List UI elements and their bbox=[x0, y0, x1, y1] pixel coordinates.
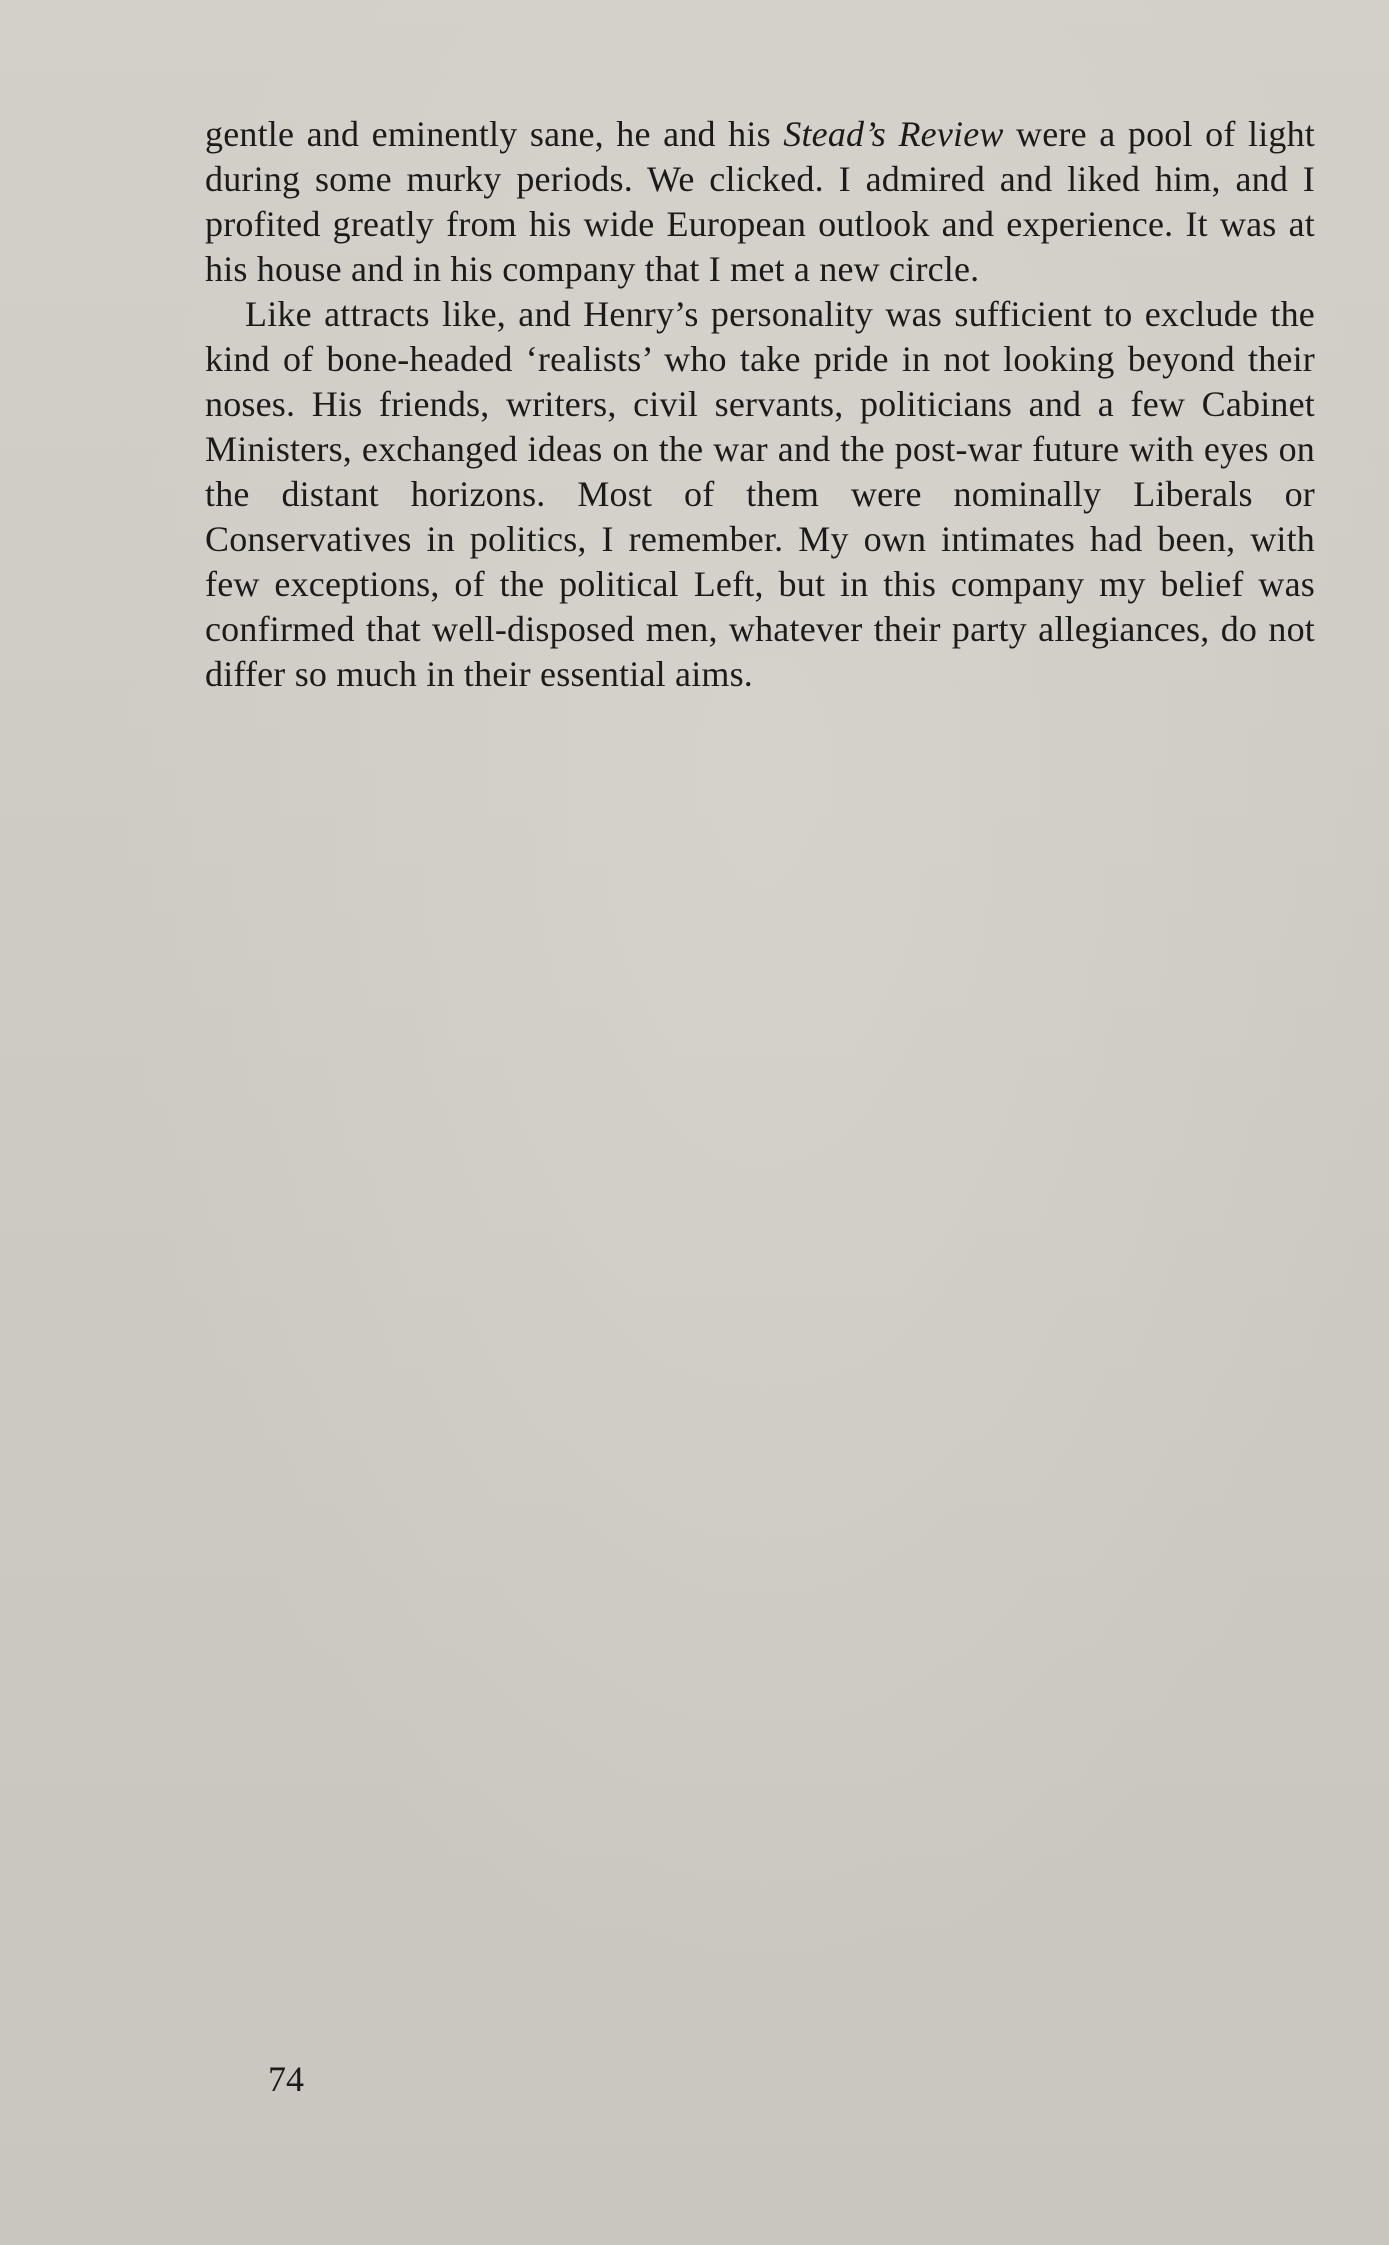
publication-title: Stead’s Review bbox=[783, 114, 1004, 154]
paragraph-1 bbox=[205, 112, 1315, 292]
paragraph-1-end: were a pool of light during some murky periods. We clicked. I admired and liked him, and I profited greatly from his wide European outlook and experience. It was at his house and in his company that I met a new circle. bbox=[205, 114, 1315, 289]
page-number: 74 bbox=[268, 2059, 304, 2099]
paragraph-1-start: gentle and eminently sane, he and his bbox=[205, 114, 784, 154]
body-text bbox=[205, 112, 1315, 697]
paragraph-2: Like attracts like, and Henry’s personality was sufficient to exclude the kind of bone-headed ‘realists’ who take pride in not looking beyond their noses. His friends, writers, civil servants, politicians and a few Cabinet Ministers, exchanged ideas on the war and the post-war future with eyes on the distant horizons. Most of them were nominally Liberals or Conservatives in politics, I remember. My own intimates had been, with few exceptions, of the political Left, but in this company my belief was confirmed that well-disposed men, whatever their party allegiances, do not differ so much in their essential aims. bbox=[205, 294, 1315, 694]
